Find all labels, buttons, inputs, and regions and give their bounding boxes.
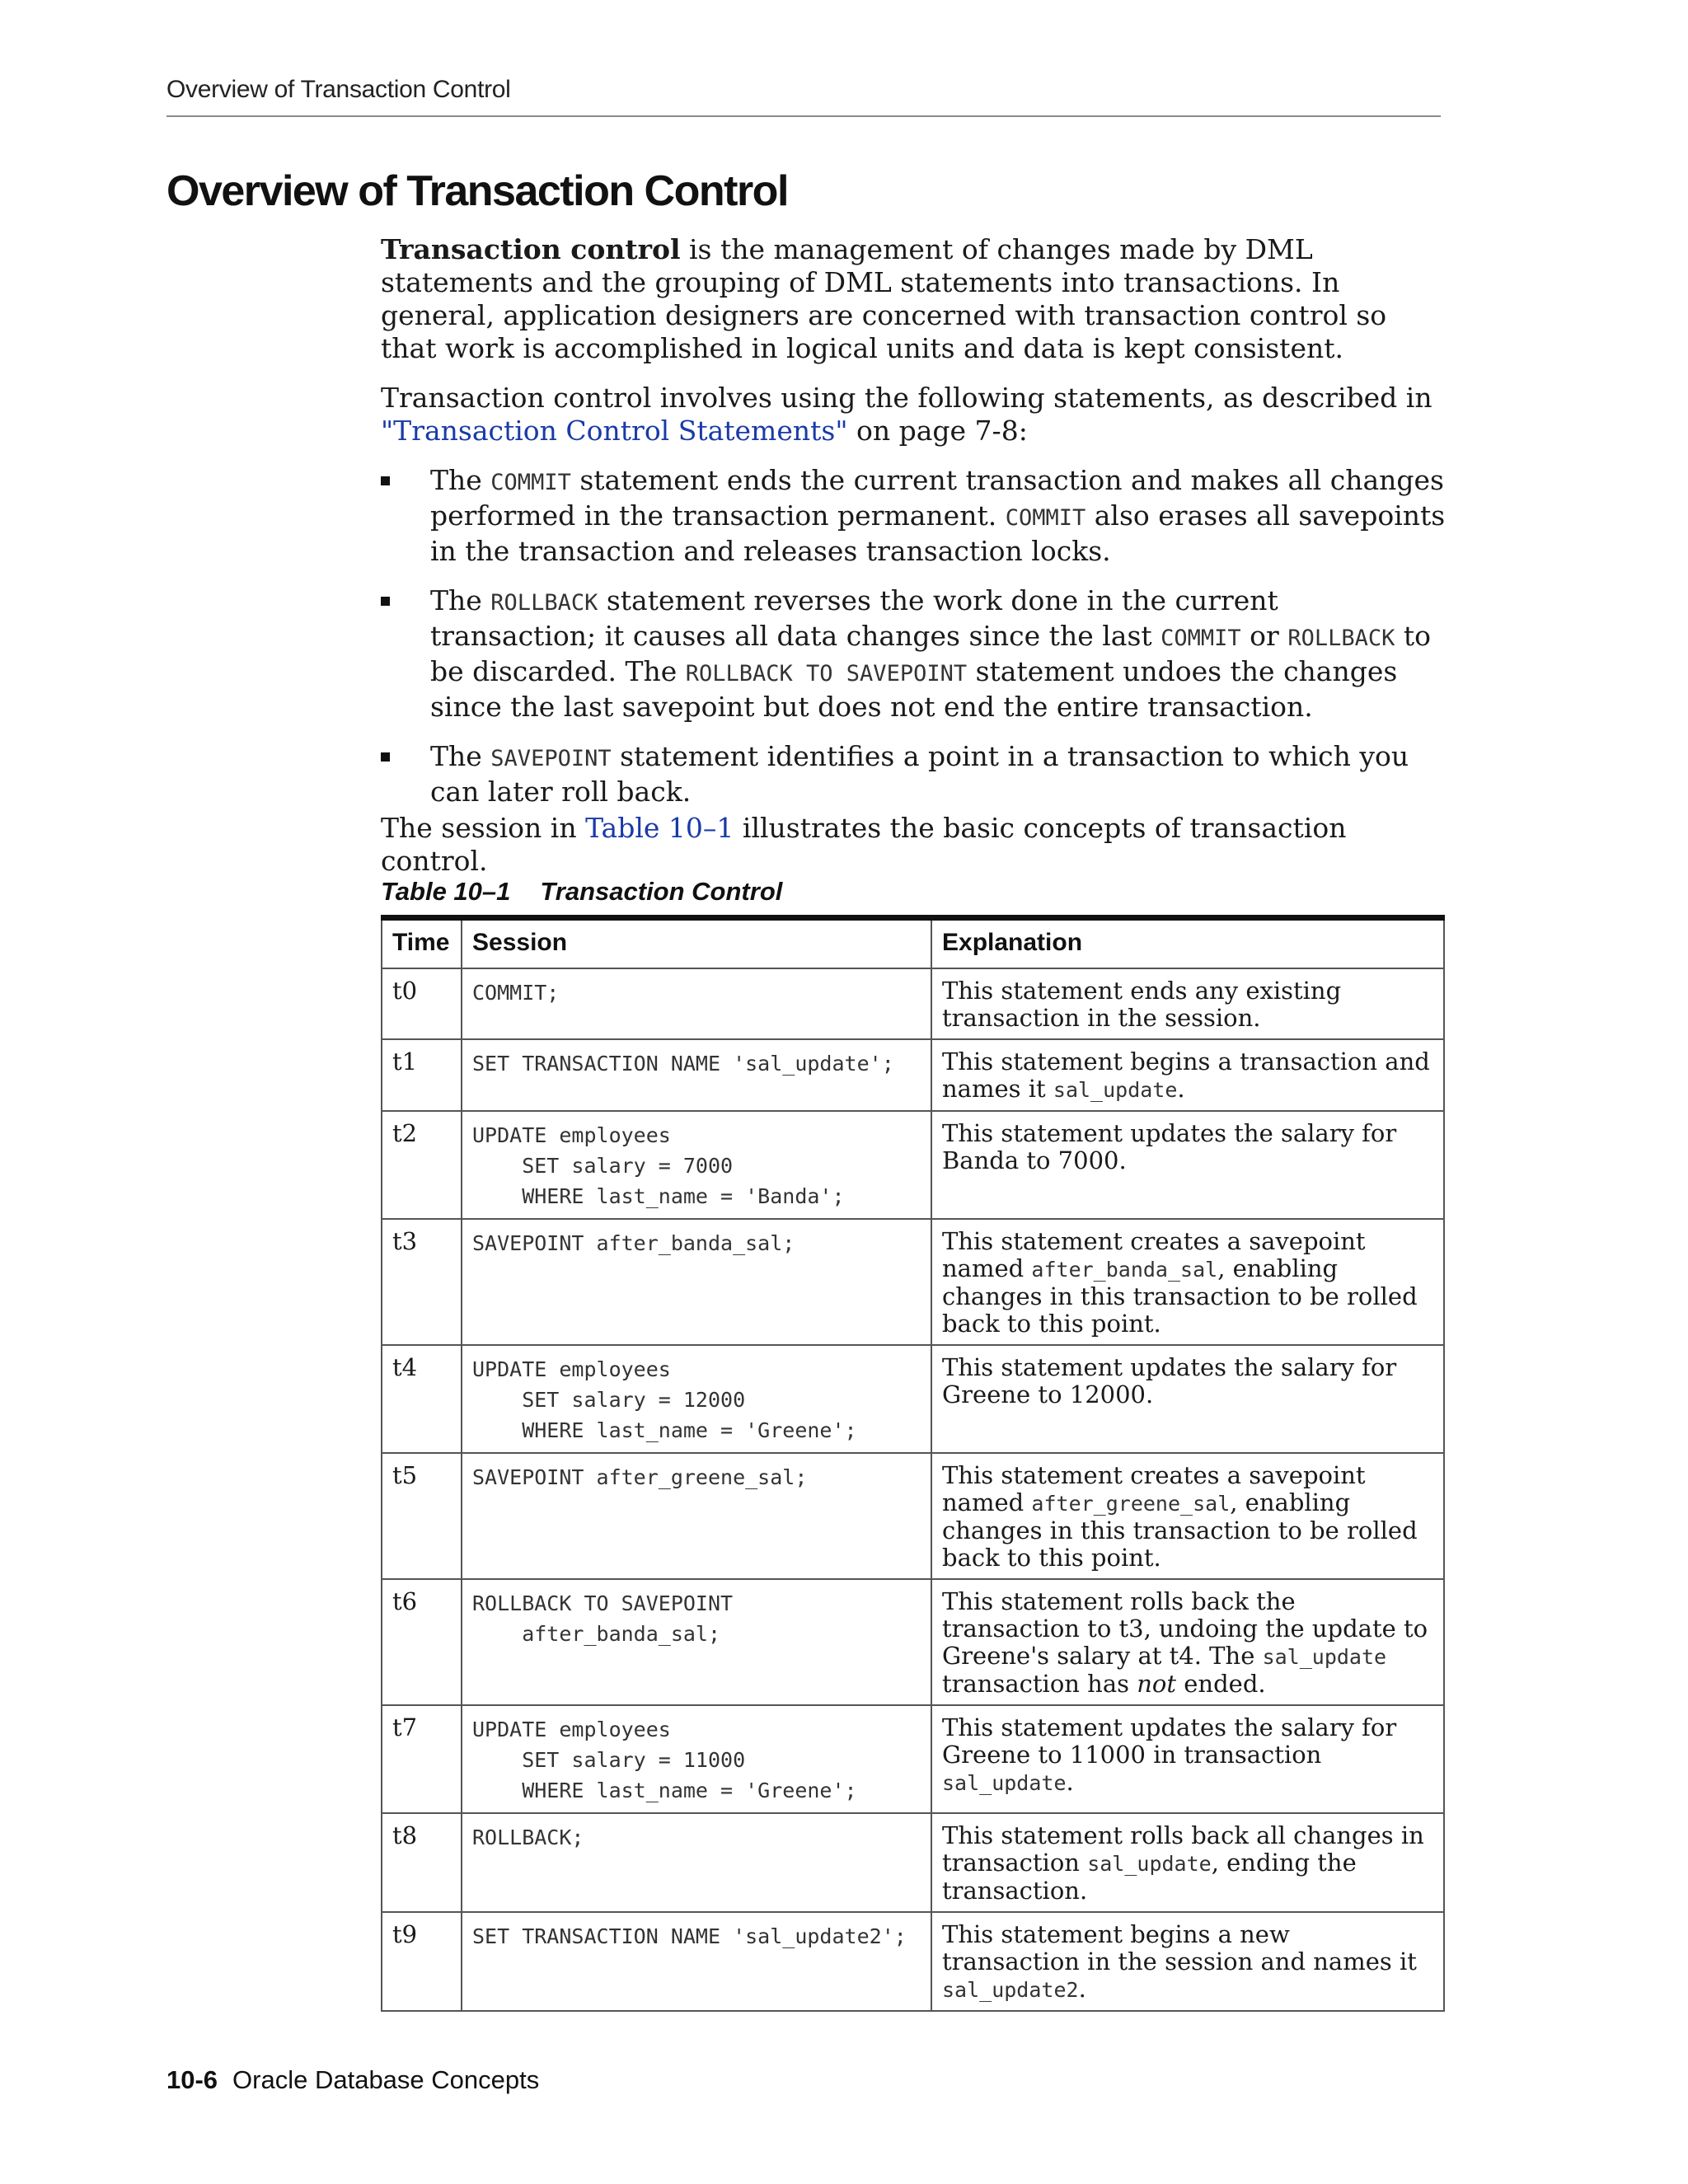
explanation-cell	[931, 1705, 1444, 1813]
explanation-text: This statement begins a new transaction in the session and names it	[942, 1920, 1417, 1975]
sql-line: after_banda_sal;	[472, 1622, 721, 1646]
header-rule	[166, 115, 1441, 117]
table-body	[382, 968, 1444, 2011]
list-text: also erases all savepoints in the transaction and releases transaction locks.	[430, 499, 1446, 567]
transaction-control-statements-link[interactable]: "Transaction Control Statements"	[381, 415, 848, 447]
table-intro-text: The session in	[381, 812, 586, 844]
sql-line: SET salary = 7000	[472, 1154, 734, 1178]
table-caption-title: Transaction Control	[540, 877, 783, 906]
time-cell: t0	[382, 968, 462, 1039]
code-commit: COMMIT	[1160, 626, 1241, 651]
statements-paragraph	[381, 382, 1444, 448]
table-row	[382, 1453, 1444, 1579]
session-cell	[462, 1453, 931, 1579]
emphasis-text: not	[1137, 1670, 1177, 1698]
explanation-text: This statement ends any existing transaction in the session.	[942, 977, 1342, 1032]
explanation-text: This statement creates a savepoint named	[942, 1461, 1366, 1516]
sql-line: SET TRANSACTION NAME 'sal_update';	[472, 1052, 894, 1076]
explanation-cell	[931, 1039, 1444, 1111]
list-item-savepoint	[381, 740, 1452, 808]
list-text: The	[430, 740, 491, 772]
list-text: The	[430, 464, 491, 496]
sql-line: UPDATE employees	[472, 1718, 671, 1741]
code-savepoint: SAVEPOINT	[490, 746, 612, 771]
header-session: Session	[462, 918, 931, 969]
header-explanation: Explanation	[931, 918, 1444, 969]
explanation-text: .	[1177, 1075, 1185, 1103]
explanation-cell	[931, 1579, 1444, 1705]
inline-code: after_banda_sal	[1031, 1258, 1218, 1282]
session-cell	[462, 968, 931, 1039]
explanation-cell	[931, 1912, 1444, 2011]
table-row	[382, 1219, 1444, 1345]
term-transaction-control: Transaction control	[381, 233, 681, 265]
table-row	[382, 1912, 1444, 2011]
list-text: or	[1240, 620, 1288, 652]
session-cell	[462, 1705, 931, 1813]
table-header-row	[382, 918, 1444, 969]
session-cell	[462, 1111, 931, 1219]
table-row	[382, 1579, 1444, 1705]
explanation-text: .	[1066, 1768, 1074, 1796]
inline-code: sal_update	[1087, 1852, 1212, 1876]
inline-code: sal_update2	[942, 1978, 1079, 2002]
sql-line: SET TRANSACTION NAME 'sal_update2';	[472, 1924, 907, 1948]
table-intro-text: illustrates the basic concepts of transaction control.	[381, 812, 1347, 877]
code-commit: COMMIT	[1005, 505, 1086, 531]
explanation-text: This statement updates the salary for Greene to 11000 in transaction	[942, 1713, 1397, 1769]
transaction-control-table	[381, 915, 1445, 2012]
square-bullet-icon	[381, 752, 390, 762]
session-cell	[462, 1219, 931, 1345]
table-10-1-link[interactable]: Table 10–1	[585, 812, 734, 844]
explanation-text: .	[1078, 1975, 1086, 2003]
code-rollback: ROLLBACK	[490, 590, 598, 616]
explanation-cell	[931, 968, 1444, 1039]
explanation-text: This statement rolls back all changes in transaction	[942, 1821, 1424, 1877]
time-cell: t6	[382, 1579, 462, 1705]
table-caption-number: Table 10–1	[381, 877, 511, 906]
explanation-text: , ending the transaction.	[942, 1849, 1357, 1905]
sql-line: COMMIT;	[472, 981, 560, 1005]
explanation-text: This statement begins a transaction and names it	[942, 1047, 1430, 1103]
list-text: statement undoes the changes since the last savepoint but does not end the entire transaction.	[430, 655, 1398, 723]
list-text: statement identifies a point in a transaction to which you can later roll back.	[430, 740, 1409, 808]
sql-line: ROLLBACK TO SAVEPOINT	[472, 1591, 734, 1615]
explanation-text: , enabling changes in this transaction to be rolled back to this point.	[942, 1488, 1418, 1572]
running-header: Overview of Transaction Control	[166, 76, 511, 103]
inline-code: sal_update	[942, 1771, 1067, 1795]
square-bullet-icon	[381, 597, 390, 606]
explanation-cell	[931, 1813, 1444, 1912]
code-rollback: ROLLBACK	[1287, 626, 1395, 651]
sql-line: WHERE last_name = 'Banda';	[472, 1184, 845, 1208]
table-intro-paragraph	[381, 812, 1444, 878]
explanation-cell	[931, 1219, 1444, 1345]
table-row	[382, 1705, 1444, 1813]
sql-line: UPDATE employees	[472, 1123, 671, 1147]
session-cell	[462, 1345, 931, 1453]
explanation-cell	[931, 1345, 1444, 1453]
page-number: 10-6	[166, 2065, 218, 2094]
table-row	[382, 1039, 1444, 1111]
sql-line: ROLLBACK;	[472, 1825, 584, 1849]
explanation-text: , enabling changes in this transaction to be rolled back to this point.	[942, 1254, 1418, 1338]
book-title: Oracle Database Concepts	[232, 2065, 540, 2094]
code-rollback-to-savepoint: ROLLBACK TO SAVEPOINT	[685, 661, 968, 687]
time-cell: t2	[382, 1111, 462, 1219]
table-row	[382, 1345, 1444, 1453]
time-cell: t9	[382, 1912, 462, 2011]
session-cell	[462, 1813, 931, 1912]
explanation-text: This statement updates the salary for Banda to 7000.	[942, 1119, 1397, 1174]
sql-line: SET salary = 11000	[472, 1748, 746, 1772]
intro-paragraph	[381, 233, 1444, 365]
sql-line: WHERE last_name = 'Greene';	[472, 1418, 857, 1442]
time-cell: t8	[382, 1813, 462, 1912]
page-title: Overview of Transaction Control	[166, 167, 788, 215]
time-cell: t7	[382, 1705, 462, 1813]
list-item-commit	[381, 464, 1452, 568]
explanation-text: This statement creates a savepoint named	[942, 1227, 1366, 1282]
table-row	[382, 1111, 1444, 1219]
header-time: Time	[382, 918, 462, 969]
session-cell	[462, 1039, 931, 1111]
list-text: to be discarded. The	[430, 620, 1431, 687]
sql-line: SAVEPOINT after_banda_sal;	[472, 1231, 795, 1255]
statements-text: Transaction control involves using the following statements, as described in	[381, 382, 1432, 414]
explanation-cell	[931, 1111, 1444, 1219]
explanation-text: This statement rolls back the transaction to t3, undoing the update to Greene's salary at t4. The	[942, 1587, 1428, 1670]
square-bullet-icon	[381, 476, 390, 485]
intro-text: is the management of changes made by DML statements and the grouping of DML statements into transactions. In general, application designers are concerned with transaction control so that work is accomplished in logical units and data is kept consistent.	[381, 233, 1387, 364]
session-cell	[462, 1579, 931, 1705]
table-row	[382, 1813, 1444, 1912]
list-text: The	[430, 584, 491, 616]
explanation-text: ended.	[1176, 1670, 1266, 1698]
statements-page-ref: on page 7-8:	[847, 415, 1028, 447]
time-cell: t3	[382, 1219, 462, 1345]
time-cell: t4	[382, 1345, 462, 1453]
list-item-rollback	[381, 584, 1452, 724]
sql-line: SAVEPOINT after_greene_sal;	[472, 1465, 808, 1489]
sql-line: SET salary = 12000	[472, 1388, 746, 1412]
code-commit: COMMIT	[490, 470, 571, 495]
list-text: statement reverses the work done in the current transaction; it causes all data changes since the last	[430, 584, 1278, 652]
sql-line: UPDATE employees	[472, 1357, 671, 1381]
inline-code: sal_update	[1053, 1078, 1178, 1102]
statement-list	[381, 464, 1452, 825]
explanation-text: transaction has	[942, 1670, 1137, 1698]
session-cell	[462, 1912, 931, 2011]
inline-code: after_greene_sal	[1031, 1492, 1231, 1516]
inline-code: sal_update	[1262, 1645, 1387, 1669]
table-row	[382, 968, 1444, 1039]
explanation-text: This statement updates the salary for Greene to 12000.	[942, 1353, 1397, 1408]
page-footer	[166, 2065, 539, 2095]
time-cell: t1	[382, 1039, 462, 1111]
table-caption	[381, 877, 782, 907]
time-cell: t5	[382, 1453, 462, 1579]
sql-line: WHERE last_name = 'Greene';	[472, 1779, 857, 1802]
explanation-cell	[931, 1453, 1444, 1579]
list-text: statement ends the current transaction and makes all changes performed in the transaction permanent.	[430, 464, 1444, 532]
